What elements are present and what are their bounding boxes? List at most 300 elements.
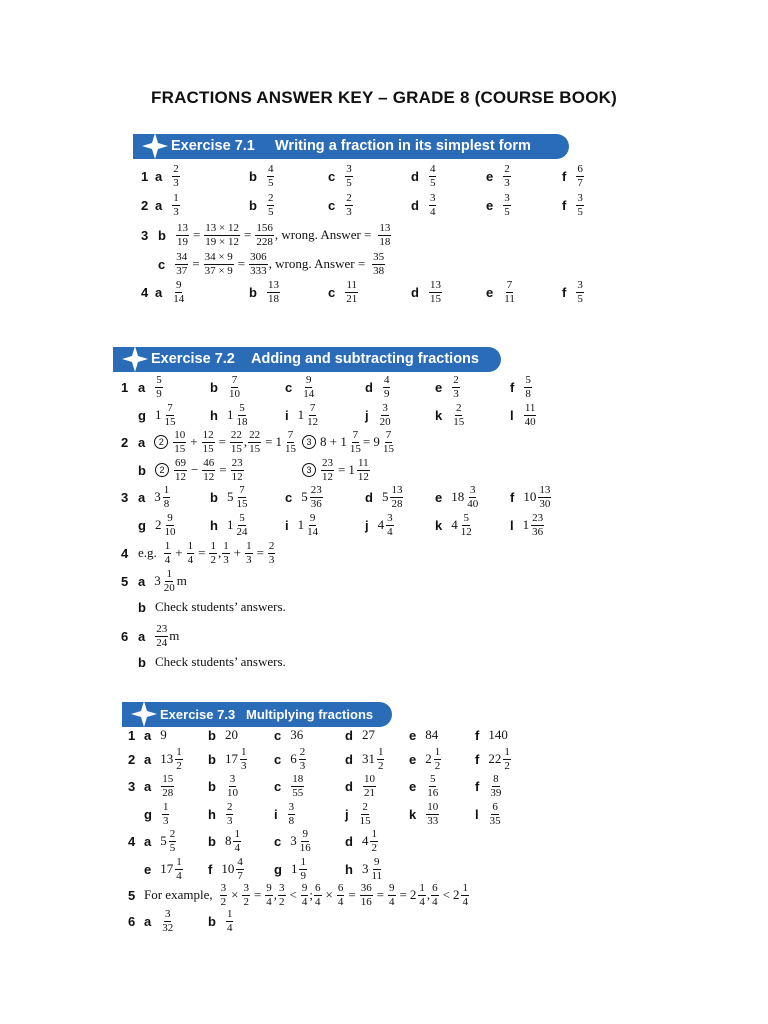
text: 1 [348, 462, 355, 477]
denominator: 15 [285, 442, 297, 455]
denominator: 8 [163, 497, 170, 510]
denominator: 39 [490, 786, 502, 799]
part-label: f [562, 197, 567, 213]
text: 6 [290, 751, 297, 766]
denominator: 8 [288, 814, 295, 827]
text: 1 [522, 517, 530, 532]
text: 4 [451, 517, 458, 532]
fraction [299, 857, 307, 882]
fraction [314, 883, 322, 908]
fraction [349, 430, 362, 455]
fraction [163, 513, 176, 538]
denominator: 3 [240, 759, 247, 772]
answer-row [0, 372, 768, 402]
question-number: 5 [121, 573, 129, 589]
denominator: 4 [462, 895, 468, 908]
numerator: 2 [453, 373, 459, 386]
numerator: 23 [310, 483, 322, 496]
fraction [155, 624, 168, 649]
answer-cell [345, 826, 379, 856]
part-label: b [208, 913, 216, 929]
fraction [291, 774, 304, 799]
denominator: 4 [301, 895, 308, 908]
part-label: i [285, 407, 289, 423]
denominator: 5 [577, 205, 583, 218]
fraction [345, 193, 353, 218]
text: m [169, 628, 180, 643]
numerator: 13 [267, 278, 279, 291]
answer-cell [285, 400, 320, 430]
text: × [231, 887, 239, 902]
fraction [222, 541, 230, 566]
part-label: g [138, 517, 146, 533]
text: 13 [160, 751, 174, 766]
numerator: 1 [163, 483, 170, 496]
fraction [240, 747, 248, 772]
fraction [452, 403, 465, 428]
numerator: 1 [176, 855, 182, 868]
denominator: 4 [176, 869, 182, 882]
numerator: 2 [504, 162, 510, 175]
answer-cell [345, 771, 377, 801]
text: 3 [290, 833, 297, 848]
part-label: f [208, 861, 213, 877]
denominator: 2 [371, 841, 377, 854]
denominator: 5 [577, 292, 583, 305]
numerator: 34 [176, 250, 188, 263]
text: 3 [154, 489, 161, 504]
fraction [310, 485, 323, 510]
part-label: f [475, 778, 480, 794]
denominator: 7 [577, 176, 583, 189]
numerator: 6 [315, 881, 321, 894]
denominator: 12 [357, 470, 369, 483]
answer-cell [144, 906, 175, 936]
text: 1 [226, 407, 234, 422]
numerator: 2 [173, 162, 179, 175]
answer-cell [144, 799, 170, 829]
text: = [192, 256, 200, 271]
text: = [192, 227, 201, 242]
fraction [172, 164, 180, 189]
answer-row [0, 510, 768, 540]
text: 5 [381, 489, 389, 504]
denominator: 2 [220, 895, 227, 908]
answer-cell [138, 455, 245, 485]
numerator: 1 [377, 745, 384, 758]
numerator: 3 [243, 881, 249, 894]
part-label: c [274, 751, 282, 767]
part-label: c [328, 168, 336, 184]
denominator: 20 [379, 415, 391, 428]
denominator: 14 [303, 387, 315, 400]
numerator: 5 [239, 401, 245, 414]
numerator: 6 [337, 881, 344, 894]
part-label: l [475, 806, 479, 822]
part-label: d [411, 197, 419, 213]
fraction [372, 252, 385, 277]
fraction [426, 774, 439, 799]
denominator: 37 [176, 264, 188, 277]
denominator: 3 [246, 553, 252, 566]
numerator: 1 [223, 539, 229, 552]
numerator: 2 [226, 800, 233, 813]
exercise-7-2-banner [113, 347, 501, 372]
fraction [306, 403, 319, 428]
part-label: c [274, 727, 282, 743]
fraction [288, 802, 296, 827]
fraction [345, 280, 358, 305]
part-label: j [365, 407, 369, 423]
question-number: 3 [141, 227, 149, 243]
part-label: b [208, 833, 216, 849]
part-label: f [510, 489, 515, 505]
numerator: 18 [292, 772, 304, 785]
text: 4 [377, 517, 385, 532]
text: ; [309, 887, 313, 902]
numerator: 3 [220, 881, 227, 894]
text: × [325, 887, 333, 902]
numerator: 9 [301, 881, 308, 894]
denominator: 4 [419, 895, 425, 908]
part-label: h [210, 407, 218, 423]
part-label: b [208, 778, 216, 794]
fraction [452, 375, 460, 400]
fraction [299, 747, 307, 772]
part-label: a [144, 751, 152, 767]
numerator: 15 [162, 772, 174, 785]
text: < [442, 887, 450, 902]
numerator: 9 [374, 855, 380, 868]
question-number: 4 [141, 284, 149, 300]
part-label: c [274, 778, 282, 794]
text: 8 + 1 [320, 434, 347, 449]
text: 31 [361, 751, 375, 766]
question-number: 4 [121, 545, 129, 561]
denominator: 4 [226, 921, 233, 934]
numerator: 12 [202, 428, 214, 441]
denominator: 3 [453, 387, 459, 400]
text: = [244, 227, 252, 242]
fraction [489, 774, 502, 799]
fraction [155, 375, 163, 400]
denominator: 40 [524, 415, 536, 428]
answer-cell [409, 771, 440, 801]
numerator: 1 [173, 191, 179, 204]
numerator: 1 [187, 539, 194, 552]
denominator: 15 [249, 442, 261, 455]
part-label: b [208, 751, 216, 767]
fraction [235, 513, 248, 538]
fraction [576, 164, 584, 189]
text: 10 [221, 861, 235, 876]
part-label: k [409, 806, 417, 822]
part-label: a [155, 197, 163, 213]
numerator: 23 [532, 511, 544, 524]
fraction [220, 883, 228, 908]
question-number: 3 [121, 489, 129, 505]
answer-cell [365, 482, 404, 512]
fraction [226, 802, 234, 827]
answer-cell [208, 771, 240, 801]
exercise-number: Exercise 7.1 [171, 138, 255, 154]
text: 84 [425, 727, 439, 742]
exercise-7-3-banner [122, 702, 392, 727]
answer-cell [158, 249, 386, 279]
part-label: j [345, 806, 349, 822]
answer-cell [562, 190, 585, 220]
text: 20 [224, 727, 238, 742]
numerator: 34 × 9 [204, 250, 233, 263]
text: 1 [226, 517, 234, 532]
denominator: 28 [391, 497, 403, 510]
denominator: 5 [169, 841, 176, 854]
text: 5 [301, 489, 308, 504]
numerator: 2 [455, 401, 462, 414]
numerator: 13 [391, 483, 403, 496]
denominator: 37 × 9 [204, 264, 233, 277]
numerator: 23 [231, 456, 243, 469]
fraction [245, 541, 253, 566]
text: = [237, 256, 246, 271]
denominator: 2 [279, 895, 285, 908]
fraction [370, 857, 383, 882]
text: = [218, 434, 226, 449]
part-label: e [409, 751, 417, 767]
fraction [377, 747, 385, 772]
text: = [256, 545, 264, 560]
numerator: 7 [506, 278, 513, 291]
answer-cell [138, 592, 286, 622]
fraction [383, 375, 391, 400]
denominator: 21 [363, 786, 375, 799]
answer-cell [208, 744, 248, 774]
numerator: 3 [504, 191, 510, 204]
part-label: d [345, 751, 353, 767]
denominator: 12 [322, 470, 333, 483]
denominator: 12 [307, 415, 319, 428]
part-label: b [208, 727, 216, 743]
part-label: d [345, 833, 353, 849]
denominator: 4 [432, 895, 438, 908]
denominator: 2 [210, 553, 216, 566]
fraction [267, 280, 280, 305]
fraction [174, 458, 187, 483]
denominator: 4 [337, 895, 344, 908]
denominator: 11 [371, 869, 383, 882]
numerator: 7 [287, 428, 294, 441]
fraction [321, 458, 334, 483]
fraction [306, 513, 319, 538]
fraction [302, 375, 315, 400]
numerator: 9 [309, 511, 316, 524]
numerator: 3 [229, 772, 236, 785]
denominator: 5 [346, 176, 352, 189]
denominator: 10 [164, 525, 176, 538]
answer-cell [409, 744, 442, 774]
part-label: b [249, 284, 257, 300]
answer-cell [138, 647, 286, 677]
star-icon [141, 132, 169, 160]
text: , [217, 545, 222, 560]
answer-cell [138, 372, 164, 402]
fraction [460, 513, 473, 538]
part-label: e [486, 168, 494, 184]
text: + [175, 545, 183, 560]
question-number: 2 [141, 197, 149, 213]
numerator: 3 [164, 907, 171, 920]
numerator: 8 [493, 772, 499, 785]
denominator: 3 [223, 553, 229, 566]
answer-cell [138, 400, 177, 430]
part-label: c [328, 284, 336, 300]
fraction [360, 883, 373, 908]
denominator: 16 [427, 786, 439, 799]
numerator: 1 [234, 827, 240, 840]
answer-row [0, 455, 768, 485]
answer-cell [138, 482, 171, 512]
answer-cell [486, 277, 517, 307]
fraction [426, 802, 439, 827]
fraction [236, 857, 244, 882]
numerator: 13 [379, 221, 391, 234]
denominator: 4 [429, 205, 436, 218]
numerator: 9 [167, 511, 173, 524]
numerator: 5 [525, 373, 531, 386]
answer-cell [562, 161, 585, 191]
numerator: 9 [175, 278, 182, 291]
denominator: 12 [203, 470, 215, 483]
answer-cell [510, 510, 545, 540]
fraction [489, 802, 502, 827]
denominator: 5 [267, 176, 274, 189]
numerator: 7 [385, 428, 392, 441]
part-label: l [510, 517, 514, 533]
question-number: 4 [128, 833, 136, 849]
part-label: e [435, 379, 443, 395]
denominator: 2 [377, 759, 384, 772]
denominator: 15 [164, 415, 176, 428]
answer-cell [328, 277, 359, 307]
answer-cell [274, 744, 307, 774]
fraction [163, 403, 176, 428]
fraction [278, 883, 286, 908]
fraction [235, 485, 248, 510]
answer-cell [208, 799, 234, 829]
answer-cell [510, 400, 538, 430]
fraction [187, 541, 195, 566]
fraction [175, 857, 183, 882]
fraction [337, 883, 345, 908]
part-label: f [475, 727, 480, 743]
denominator: 30 [539, 497, 551, 510]
part-label: a [155, 284, 163, 300]
answer-row [0, 744, 768, 774]
question-number: 1 [121, 379, 129, 395]
text: , [426, 887, 431, 902]
answer-cell [302, 427, 396, 457]
numerator: 3 [382, 401, 388, 414]
numerator: 69 [174, 456, 186, 469]
numerator: 1 [504, 745, 510, 758]
circled-number: 3 [302, 435, 316, 449]
answer-cell [210, 510, 249, 540]
text: 1 [290, 861, 298, 876]
fraction [204, 252, 234, 277]
numerator: 13 [539, 483, 551, 496]
text: , wrong. Answer = [274, 227, 372, 242]
numerator: 3 [346, 162, 352, 175]
part-label: c [158, 256, 166, 272]
text: 18 [451, 489, 465, 504]
numerator: 2 [346, 191, 352, 204]
part-label: b [210, 379, 218, 395]
denominator: 14 [173, 292, 185, 305]
fraction [267, 164, 275, 189]
denominator: 5 [504, 205, 510, 218]
fraction [230, 430, 243, 455]
part-label: d [365, 489, 373, 505]
answer-cell [249, 277, 281, 307]
text: 2 [452, 887, 460, 902]
answer-cell [365, 400, 393, 430]
denominator: 15 [382, 442, 394, 455]
denominator: 3 [299, 759, 306, 772]
numerator: 7 [167, 401, 173, 414]
answer-cell [475, 744, 512, 774]
denominator: 12 [460, 525, 472, 538]
denominator: 12 [174, 470, 186, 483]
numerator: 22 [230, 428, 242, 441]
denominator: 228 [256, 235, 273, 248]
numerator: 1 [210, 539, 216, 552]
part-label: e [409, 727, 417, 743]
text: 9 [160, 727, 167, 742]
answer-cell [144, 744, 184, 774]
numerator: 9 [266, 881, 272, 894]
denominator: 3 [173, 176, 179, 189]
answer-cell [249, 161, 275, 191]
answer-cell [138, 510, 177, 540]
fraction [284, 430, 297, 455]
part-label: b [138, 599, 146, 615]
fraction [226, 774, 239, 799]
text: 2 [154, 517, 162, 532]
denominator: 4 [187, 553, 194, 566]
numerator: 6 [492, 800, 498, 813]
part-label: b [138, 462, 146, 478]
fraction [176, 223, 189, 248]
text: , [273, 887, 278, 902]
part-label: i [285, 517, 289, 533]
answer-row [0, 400, 768, 430]
fraction [379, 403, 392, 428]
denominator: 32 [162, 921, 174, 934]
fraction [576, 193, 584, 218]
numerator: 1 [162, 800, 169, 813]
text: 8 [224, 833, 232, 848]
answer-cell [365, 372, 391, 402]
fraction [172, 193, 180, 218]
part-label: a [144, 727, 152, 743]
numerator: 7 [309, 401, 316, 414]
fraction [163, 569, 176, 594]
numerator: 3 [279, 881, 285, 894]
denominator: 2 [243, 895, 249, 908]
numerator: 156 [256, 221, 273, 234]
text: 3 [361, 861, 369, 876]
denominator: 19 × 12 [205, 235, 240, 248]
